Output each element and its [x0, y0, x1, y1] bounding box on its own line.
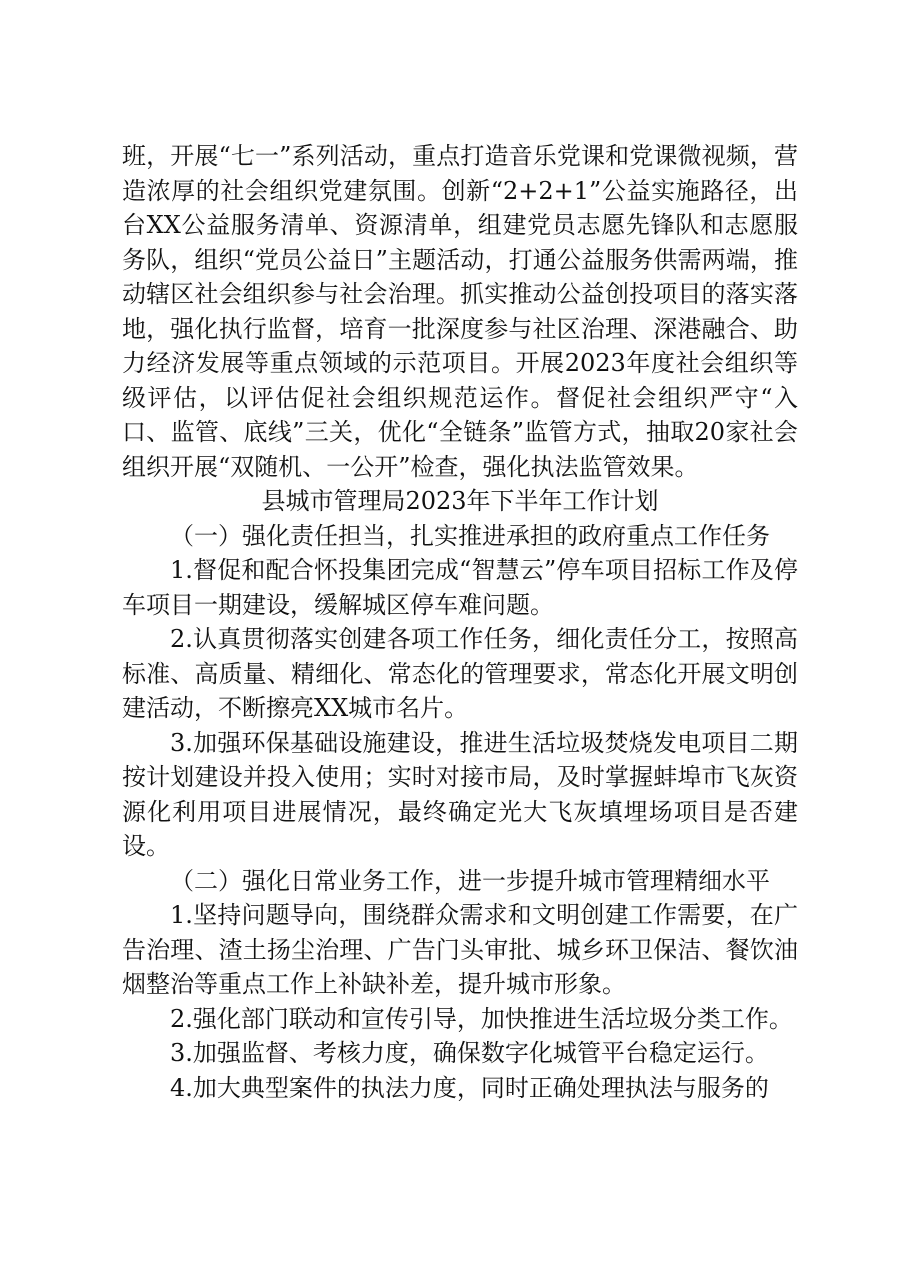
body-paragraph: 3.加强监督、考核力度，确保数字化城管平台稳定运行。: [170, 1039, 769, 1067]
body-paragraph: 1.坚持问题导向，围绕群众需求和文明创建工作需要，在广告治理、渣土扬尘治理、广告门头审批、城乡环卫保洁、餐饮油烟整治等重点工作上补缺补差，提升城市形象。: [122, 901, 798, 998]
body-paragraph: 2.强化部门联动和宣传引导，加快推进生活垃圾分类工作。: [170, 1004, 793, 1033]
body-paragraph: 4.加大典型案件的执法力度，同时正确处理执法与服务的: [170, 1073, 769, 1102]
section-title: 县城市管理局2023年下半年工作计划: [261, 487, 659, 515]
body-paragraph: 1.督促和配合怀投集团完成“智慧云”停车项目招标工作及停车项目一期建设，缓解城区停车难问题。: [122, 556, 798, 619]
body-paragraph: 2.认真贯彻落实创建各项工作任务，细化责任分工，按照高标准、高质量、精细化、常态化的管理要求，常态化开展文明创建活动，不断擦亮XX城市名片。: [122, 625, 798, 722]
document-body: [122, 139, 798, 1105]
section-heading-1: （一）强化责任担当，扎实推进承担的政府重点工作任务: [170, 521, 770, 550]
body-paragraph: 3.加强环保基础设施建设，推进生活垃圾焚烧发电项目二期按计划建设并投入使用；实时对接市局，及时掌握蚌埠市飞灰资源化利用项目进展情况，最终确定光大飞灰填埋场项目是否建设。: [122, 728, 798, 860]
section-heading-2: （二）强化日常业务工作，进一步提升城市管理精细水平: [170, 866, 770, 895]
body-paragraph: 班，开展“七一”系列活动，重点打造音乐党课和党课微视频，营造浓厚的社会组织党建氛围。创新“2+2+1”公益实施路径，出台XX公益服务清单、资源清单，组建党员志愿先锋队和志愿服务队，组织“党员公益日”主题活动，打通公益服务供需两端，推动辖区社会组织参与社会治理。抓实推动公益创投项目的落实落地，强化执行监督，培育一批深度参与社区治理、深港融合、助力经济发展等重点领域的示范项目。开展2023年度社会组织等级评估，以评估促社会组织规范运作。督促社会组织严守“入口、监管、底线”三关，优化“全链条”监管方式，抽取20家社会组织开展“双随机、一公开”检查，强化执法监管效果。: [122, 142, 798, 481]
